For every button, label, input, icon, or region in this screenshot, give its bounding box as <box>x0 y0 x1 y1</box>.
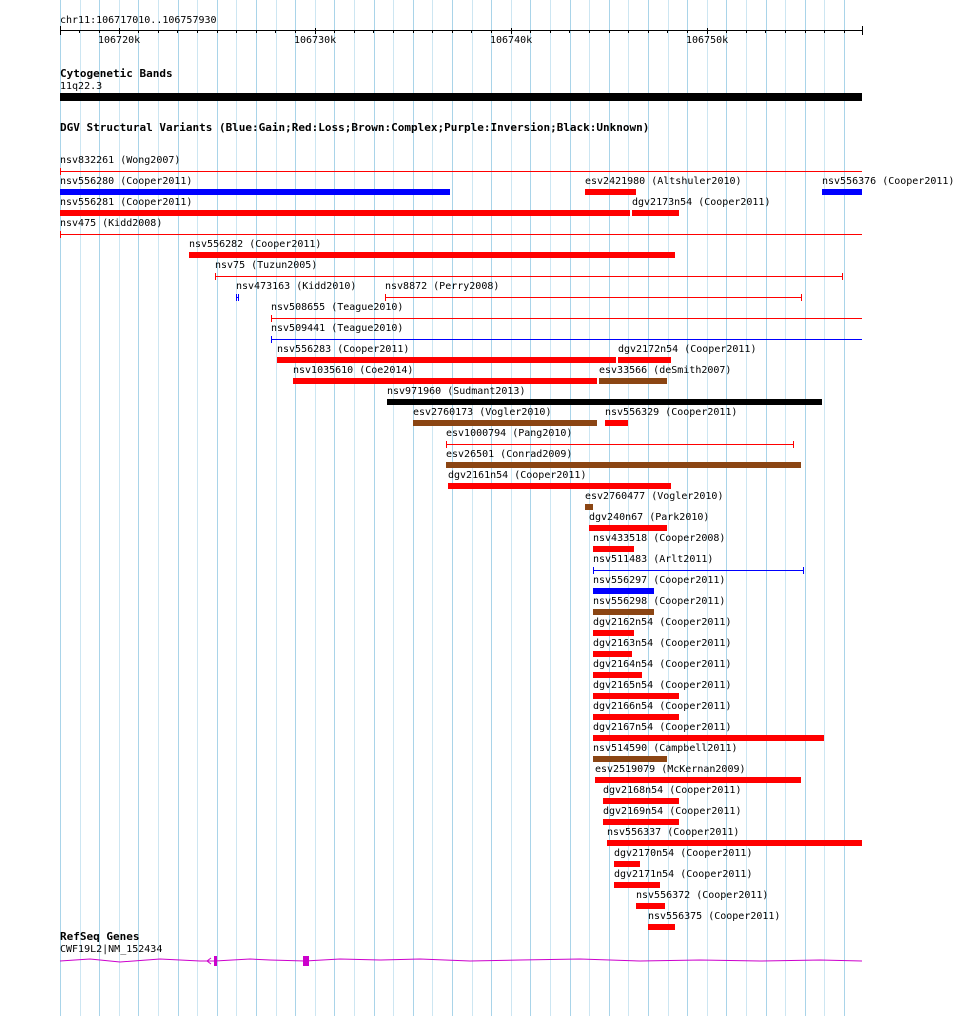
variant-label-dgv2163n54[interactable]: dgv2163n54 (Cooper2011) <box>593 638 732 649</box>
grid-line <box>393 0 394 1016</box>
variant-feature-dgv2162n54[interactable] <box>593 630 634 636</box>
ruler-major-tick <box>707 28 708 34</box>
variant-feature-esv2760477[interactable] <box>585 504 593 510</box>
variant-feature-nsv556375[interactable] <box>648 924 675 930</box>
gene-label[interactable]: CWF19L2|NM_152434 <box>60 944 163 955</box>
grid-line <box>158 0 159 1016</box>
variant-feature-dgv2167n54[interactable] <box>593 735 824 741</box>
variant-label-nsv556281[interactable]: nsv556281 (Cooper2011) <box>60 197 193 208</box>
variant-label-esv2760173[interactable]: esv2760173 (Vogler2010) <box>413 407 552 418</box>
variant-label-nsv8872[interactable]: nsv8872 (Perry2008) <box>385 281 500 292</box>
ruler-tick-label: 106750k <box>686 35 729 46</box>
variant-label-dgv2161n54[interactable]: dgv2161n54 (Cooper2011) <box>448 470 587 481</box>
grid-line <box>707 0 708 1016</box>
grid-line <box>413 0 414 1016</box>
variant-label-esv2760477[interactable]: esv2760477 (Vogler2010) <box>585 491 724 502</box>
variant-end-cap <box>60 168 61 175</box>
variant-label-esv26501[interactable]: esv26501 (Conrad2009) <box>446 449 573 460</box>
variant-feature-nsv75[interactable] <box>215 276 842 277</box>
ruler-minor-tick <box>648 30 649 33</box>
ruler-end-tick <box>862 26 863 35</box>
ruler-minor-tick <box>295 30 296 33</box>
grid-line <box>80 0 81 1016</box>
variant-feature-nsv556282[interactable] <box>189 252 675 258</box>
ruler-minor-tick <box>491 30 492 33</box>
grid-line <box>726 0 727 1016</box>
grid-line <box>276 0 277 1016</box>
grid-line <box>511 0 512 1016</box>
grid-line <box>315 0 316 1016</box>
grid-line <box>491 0 492 1016</box>
grid-line <box>197 0 198 1016</box>
grid-line <box>844 0 845 1016</box>
grid-line <box>570 0 571 1016</box>
variant-label-esv2421980[interactable]: esv2421980 (Altshuler2010) <box>585 176 742 187</box>
variant-label-dgv240n67[interactable]: dgv240n67 (Park2010) <box>589 512 710 523</box>
ruler-minor-tick <box>589 30 590 33</box>
grid-line <box>334 0 335 1016</box>
ruler-major-tick <box>315 28 316 34</box>
grid-line <box>609 0 610 1016</box>
dgv-track-header: DGV Structural Variants (Blue:Gain;Red:Loss;Brown:Complex;Purple:Inversion;Black:Unknown) <box>60 121 650 134</box>
variant-label-nsv556282[interactable]: nsv556282 (Cooper2011) <box>189 239 322 250</box>
variant-feature-dgv2165n54[interactable] <box>593 693 679 699</box>
grid-line <box>60 0 61 1016</box>
variant-end-cap <box>801 294 802 301</box>
ruler-minor-tick <box>354 30 355 33</box>
ruler-minor-tick <box>687 30 688 33</box>
variant-feature-esv2421980[interactable] <box>585 189 636 195</box>
ruler-minor-tick <box>765 30 766 33</box>
ruler-minor-tick <box>158 30 159 33</box>
variant-label-dgv2169n54[interactable]: dgv2169n54 (Cooper2011) <box>603 806 742 817</box>
variant-feature-esv2760173[interactable] <box>413 420 597 426</box>
variant-label-dgv2173n54[interactable]: dgv2173n54 (Cooper2011) <box>632 197 771 208</box>
ruler-minor-tick <box>393 30 394 33</box>
grid-line <box>824 0 825 1016</box>
cytoband-bar[interactable] <box>60 93 862 101</box>
variant-label-esv2519079[interactable]: esv2519079 (McKernan2009) <box>595 764 746 775</box>
variant-feature-esv33566[interactable] <box>599 378 667 384</box>
variant-label-nsv556376[interactable]: nsv556376 (Cooper2011) <box>822 176 954 187</box>
ruler-minor-tick <box>609 30 610 33</box>
variant-label-nsv556372[interactable]: nsv556372 (Cooper2011) <box>636 890 769 901</box>
grid-line <box>550 0 551 1016</box>
variant-label-nsv475[interactable]: nsv475 (Kidd2008) <box>60 218 163 229</box>
gene-model[interactable] <box>0 950 890 972</box>
variant-end-cap <box>593 567 594 574</box>
variant-label-nsv556375[interactable]: nsv556375 (Cooper2011) <box>648 911 781 922</box>
variant-end-cap <box>385 294 386 301</box>
ruler-major-tick <box>119 28 120 34</box>
variant-label-dgv2168n54[interactable]: dgv2168n54 (Cooper2011) <box>603 785 742 796</box>
ruler-minor-tick <box>177 30 178 33</box>
variant-label-dgv2171n54[interactable]: dgv2171n54 (Cooper2011) <box>614 869 753 880</box>
variant-feature-dgv2168n54[interactable] <box>603 798 679 804</box>
variant-feature-nsv556337[interactable] <box>607 840 862 846</box>
ruler-minor-tick <box>569 30 570 33</box>
ruler-line <box>60 30 862 31</box>
variant-feature-dgv2171n54[interactable] <box>614 882 660 888</box>
ruler-minor-tick <box>844 30 845 33</box>
ruler-tick-label: 106740k <box>490 35 533 46</box>
grid-line <box>119 0 120 1016</box>
grid-line <box>452 0 453 1016</box>
variant-end-cap <box>60 231 61 238</box>
variant-end-cap <box>215 273 216 280</box>
variant-feature-dgv240n67[interactable] <box>589 525 667 531</box>
variant-label-nsv511483[interactable]: nsv511483 (Arlt2011) <box>593 554 714 565</box>
grid-line <box>530 0 531 1016</box>
variant-label-nsv75[interactable]: nsv75 (Tuzun2005) <box>215 260 318 271</box>
variant-feature-nsv556297[interactable] <box>593 588 654 594</box>
variant-label-dgv2164n54[interactable]: dgv2164n54 (Cooper2011) <box>593 659 732 670</box>
variant-label-nsv556298[interactable]: nsv556298 (Cooper2011) <box>593 596 726 607</box>
variant-feature-nsv8872[interactable] <box>385 297 801 298</box>
ruler-minor-tick <box>628 30 629 33</box>
gene-intron-line <box>60 959 862 962</box>
variant-label-esv33566[interactable]: esv33566 (deSmith2007) <box>599 365 732 376</box>
variant-feature-nsv556283[interactable] <box>277 357 616 363</box>
variant-feature-dgv2164n54[interactable] <box>593 672 642 678</box>
variant-end-cap <box>238 294 239 301</box>
ruler-minor-tick <box>726 30 727 33</box>
variant-feature-nsv514590[interactable] <box>593 756 667 762</box>
variant-label-nsv508655[interactable]: nsv508655 (Teague2010) <box>271 302 404 313</box>
variant-feature-nsv556329[interactable] <box>605 420 628 426</box>
ruler-major-tick <box>511 28 512 34</box>
variant-label-nsv514590[interactable]: nsv514590 (Campbell2011) <box>593 743 738 754</box>
variant-feature-nsv832261[interactable] <box>60 171 862 172</box>
grid-line <box>354 0 355 1016</box>
grid-line <box>295 0 296 1016</box>
variant-feature-esv1000794[interactable] <box>446 444 793 445</box>
variant-feature-dgv2166n54[interactable] <box>593 714 679 720</box>
grid-line <box>217 0 218 1016</box>
cytoband-label[interactable]: 11q22.3 <box>60 81 103 92</box>
ruler-tick-label: 106720k <box>98 35 141 46</box>
ruler-minor-tick <box>550 30 551 33</box>
variant-feature-nsv971960[interactable] <box>387 399 822 405</box>
variant-feature-esv2519079[interactable] <box>595 777 801 783</box>
ruler-minor-tick <box>197 30 198 33</box>
variant-end-cap <box>793 441 794 448</box>
grid-line <box>648 0 649 1016</box>
grid-line <box>687 0 688 1016</box>
variant-label-nsv509441[interactable]: nsv509441 (Teague2010) <box>271 323 404 334</box>
variant-label-dgv2172n54[interactable]: dgv2172n54 (Cooper2011) <box>618 344 757 355</box>
variant-feature-dgv2173n54[interactable] <box>632 210 679 216</box>
variant-end-cap <box>803 567 804 574</box>
ruler-minor-tick <box>452 30 453 33</box>
grid-line <box>99 0 100 1016</box>
variant-label-nsv556329[interactable]: nsv556329 (Cooper2011) <box>605 407 738 418</box>
variant-feature-dgv2172n54[interactable] <box>618 357 671 363</box>
variant-feature-esv26501[interactable] <box>446 462 801 468</box>
ruler-minor-tick <box>471 30 472 33</box>
grid-line <box>668 0 669 1016</box>
gene-exon <box>214 956 217 966</box>
variant-feature-nsv511483[interactable] <box>593 570 803 571</box>
grid-line <box>766 0 767 1016</box>
ruler-minor-tick <box>138 30 139 33</box>
ruler-minor-tick <box>373 30 374 33</box>
variant-end-cap <box>842 273 843 280</box>
variant-end-cap <box>446 441 447 448</box>
refseq-track-header: RefSeq Genes <box>60 930 140 943</box>
grid-line <box>432 0 433 1016</box>
grid-line <box>472 0 473 1016</box>
ruler-minor-tick <box>824 30 825 33</box>
ruler-minor-tick <box>413 30 414 33</box>
variant-feature-nsv508655[interactable] <box>271 318 862 319</box>
variant-label-nsv556280[interactable]: nsv556280 (Cooper2011) <box>60 176 193 187</box>
variant-feature-dgv2161n54[interactable] <box>448 483 671 489</box>
variant-label-dgv2167n54[interactable]: dgv2167n54 (Cooper2011) <box>593 722 732 733</box>
ruler-minor-tick <box>785 30 786 33</box>
ruler-minor-tick <box>256 30 257 33</box>
grid-line <box>236 0 237 1016</box>
grid-line <box>374 0 375 1016</box>
ruler-minor-tick <box>99 30 100 33</box>
grid-line <box>785 0 786 1016</box>
variant-feature-nsv509441[interactable] <box>271 339 862 340</box>
variant-end-cap <box>271 336 272 343</box>
variant-feature-nsv556376[interactable] <box>822 189 862 195</box>
variant-label-esv1000794[interactable]: esv1000794 (Pang2010) <box>446 428 573 439</box>
variant-feature-nsv433518[interactable] <box>593 546 634 552</box>
variant-label-nsv1035610[interactable]: nsv1035610 (Coe2014) <box>293 365 414 376</box>
variant-label-nsv433518[interactable]: nsv433518 (Cooper2008) <box>593 533 726 544</box>
ruler-minor-tick <box>667 30 668 33</box>
grid-line <box>746 0 747 1016</box>
variant-feature-nsv556281[interactable] <box>60 210 630 216</box>
variant-feature-nsv556298[interactable] <box>593 609 654 615</box>
variant-end-cap <box>271 315 272 322</box>
variant-feature-dgv2169n54[interactable] <box>603 819 679 825</box>
variant-end-cap <box>236 294 237 301</box>
ruler-title: chr11:106717010..106757930 <box>60 15 217 26</box>
ruler-minor-tick <box>805 30 806 33</box>
ruler-minor-tick <box>79 30 80 33</box>
variant-label-dgv2162n54[interactable]: dgv2162n54 (Cooper2011) <box>593 617 732 628</box>
variant-label-nsv556337[interactable]: nsv556337 (Cooper2011) <box>607 827 740 838</box>
ruler-minor-tick <box>275 30 276 33</box>
variant-feature-dgv2170n54[interactable] <box>614 861 640 867</box>
variant-label-nsv473163[interactable]: nsv473163 (Kidd2010) <box>236 281 357 292</box>
ruler-tick-label: 106730k <box>294 35 337 46</box>
grid-line <box>178 0 179 1016</box>
variant-feature-nsv1035610[interactable] <box>293 378 597 384</box>
variant-label-dgv2165n54[interactable]: dgv2165n54 (Cooper2011) <box>593 680 732 691</box>
variant-label-nsv971960[interactable]: nsv971960 (Sudmant2013) <box>387 386 526 397</box>
variant-label-nsv556297[interactable]: nsv556297 (Cooper2011) <box>593 575 726 586</box>
grid-line <box>805 0 806 1016</box>
grid-line <box>256 0 257 1016</box>
variant-label-dgv2166n54[interactable]: dgv2166n54 (Cooper2011) <box>593 701 732 712</box>
variant-label-nsv556283[interactable]: nsv556283 (Cooper2011) <box>277 344 410 355</box>
ruler-minor-tick <box>217 30 218 33</box>
ruler-end-tick <box>60 26 61 35</box>
variant-label-dgv2170n54[interactable]: dgv2170n54 (Cooper2011) <box>614 848 753 859</box>
ruler-minor-tick <box>530 30 531 33</box>
ruler-minor-tick <box>236 30 237 33</box>
cytoband-track-header: Cytogenetic Bands <box>60 67 173 80</box>
variant-feature-nsv556280[interactable] <box>60 189 450 195</box>
variant-feature-dgv2163n54[interactable] <box>593 651 632 657</box>
ruler-minor-tick <box>334 30 335 33</box>
ruler-minor-tick <box>432 30 433 33</box>
variant-feature-nsv556372[interactable] <box>636 903 665 909</box>
ruler-minor-tick <box>746 30 747 33</box>
gene-exon <box>303 956 309 966</box>
variant-feature-nsv475[interactable] <box>60 234 862 235</box>
grid-line <box>138 0 139 1016</box>
variant-label-nsv832261[interactable]: nsv832261 (Wong2007) <box>60 155 181 166</box>
